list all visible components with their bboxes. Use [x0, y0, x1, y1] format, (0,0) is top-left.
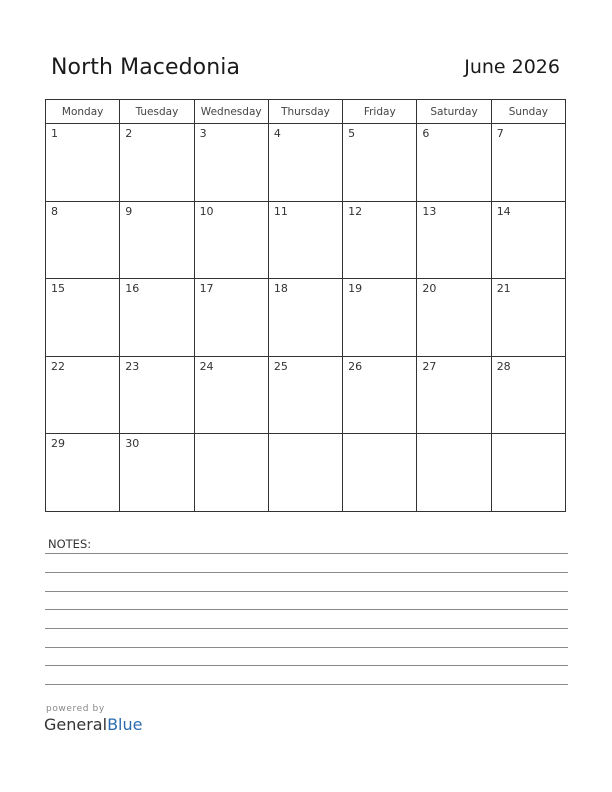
powered-by-text: powered by [46, 704, 105, 714]
weekday-header: Tuesday [120, 100, 194, 124]
note-line [45, 609, 568, 610]
week-row [46, 124, 566, 202]
day-number: 6 [422, 127, 430, 140]
day-cell [46, 434, 120, 512]
page-title: North Macedonia [51, 55, 241, 80]
calendar-grid [45, 99, 566, 512]
note-line [45, 572, 568, 573]
notes-label: NOTES: [48, 537, 92, 551]
brand-general-text: General [44, 715, 108, 734]
day-number: 3 [199, 127, 207, 140]
day-number: 13 [422, 204, 437, 218]
day-cell [417, 124, 491, 202]
week-row [46, 201, 566, 279]
day-cell [343, 201, 417, 279]
day-cell [268, 201, 342, 279]
day-number [417, 434, 490, 437]
day-number: 30 [125, 437, 140, 451]
day-cell [46, 201, 120, 279]
day-number: 15 [51, 282, 65, 296]
weekday-header: Wednesday [194, 100, 268, 124]
day-number [269, 434, 342, 437]
day-number: 19 [348, 282, 363, 296]
day-cell [120, 124, 194, 202]
weekday-header: Thursday [268, 100, 342, 124]
day-cell [268, 356, 342, 434]
day-cell [491, 201, 565, 279]
day-number: 4 [273, 127, 281, 140]
day-cell [120, 434, 194, 512]
day-number: 18 [273, 282, 288, 296]
day-cell [268, 124, 342, 202]
day-number: 1 [51, 127, 58, 140]
day-cell [491, 434, 565, 512]
day-number: 24 [199, 359, 214, 373]
day-cell [46, 356, 120, 434]
day-cell [120, 356, 194, 434]
day-number: 23 [125, 359, 140, 373]
day-number: 26 [348, 359, 363, 373]
day-cell [194, 279, 268, 357]
day-cell [417, 434, 491, 512]
day-number: 22 [51, 359, 65, 373]
day-number: 7 [496, 127, 504, 140]
day-cell [491, 124, 565, 202]
day-cell [417, 279, 491, 357]
day-cell [268, 279, 342, 357]
day-cell [46, 279, 120, 357]
note-line [45, 553, 568, 554]
note-line [45, 591, 568, 592]
day-cell [417, 356, 491, 434]
week-row [46, 434, 566, 512]
brand-blue-text: Blue [107, 715, 143, 734]
day-cell [268, 434, 342, 512]
day-number: 28 [496, 359, 511, 373]
note-line [45, 665, 568, 666]
day-number [492, 434, 565, 437]
day-number: 20 [422, 282, 437, 296]
day-number: 2 [125, 127, 133, 140]
week-row [46, 356, 566, 434]
day-number: 29 [51, 437, 65, 451]
day-cell [46, 124, 120, 202]
footer-logo [44, 704, 142, 734]
weekday-header-row [46, 100, 566, 124]
day-cell [194, 434, 268, 512]
day-cell [120, 201, 194, 279]
week-row [46, 279, 566, 357]
day-number [195, 434, 268, 437]
day-number [343, 434, 416, 437]
note-line [45, 684, 568, 685]
day-cell [491, 279, 565, 357]
day-cell [343, 356, 417, 434]
day-number: 17 [199, 282, 214, 296]
day-number: 25 [273, 359, 288, 373]
day-cell [194, 356, 268, 434]
weekday-header: Monday [46, 100, 120, 124]
day-number: 16 [125, 282, 140, 296]
day-number: 21 [496, 282, 511, 296]
day-number: 8 [51, 204, 58, 218]
weekday-header: Sunday [491, 100, 565, 124]
day-cell [194, 124, 268, 202]
day-number: 12 [348, 204, 363, 218]
note-line [45, 647, 568, 648]
day-number: 9 [125, 204, 133, 218]
day-cell [417, 201, 491, 279]
weekday-header: Saturday [417, 100, 491, 124]
day-number: 14 [496, 204, 511, 218]
day-cell [343, 434, 417, 512]
day-number: 27 [422, 359, 437, 373]
brand-logo [44, 715, 142, 734]
day-cell [343, 124, 417, 202]
month-label: June 2026 [464, 56, 560, 78]
weekday-header: Friday [343, 100, 417, 124]
day-cell [491, 356, 565, 434]
note-line [45, 628, 568, 629]
day-number: 11 [273, 204, 288, 218]
day-number: 5 [348, 127, 356, 140]
day-cell [343, 279, 417, 357]
day-cell [194, 201, 268, 279]
day-cell [120, 279, 194, 357]
day-number: 10 [199, 204, 214, 218]
